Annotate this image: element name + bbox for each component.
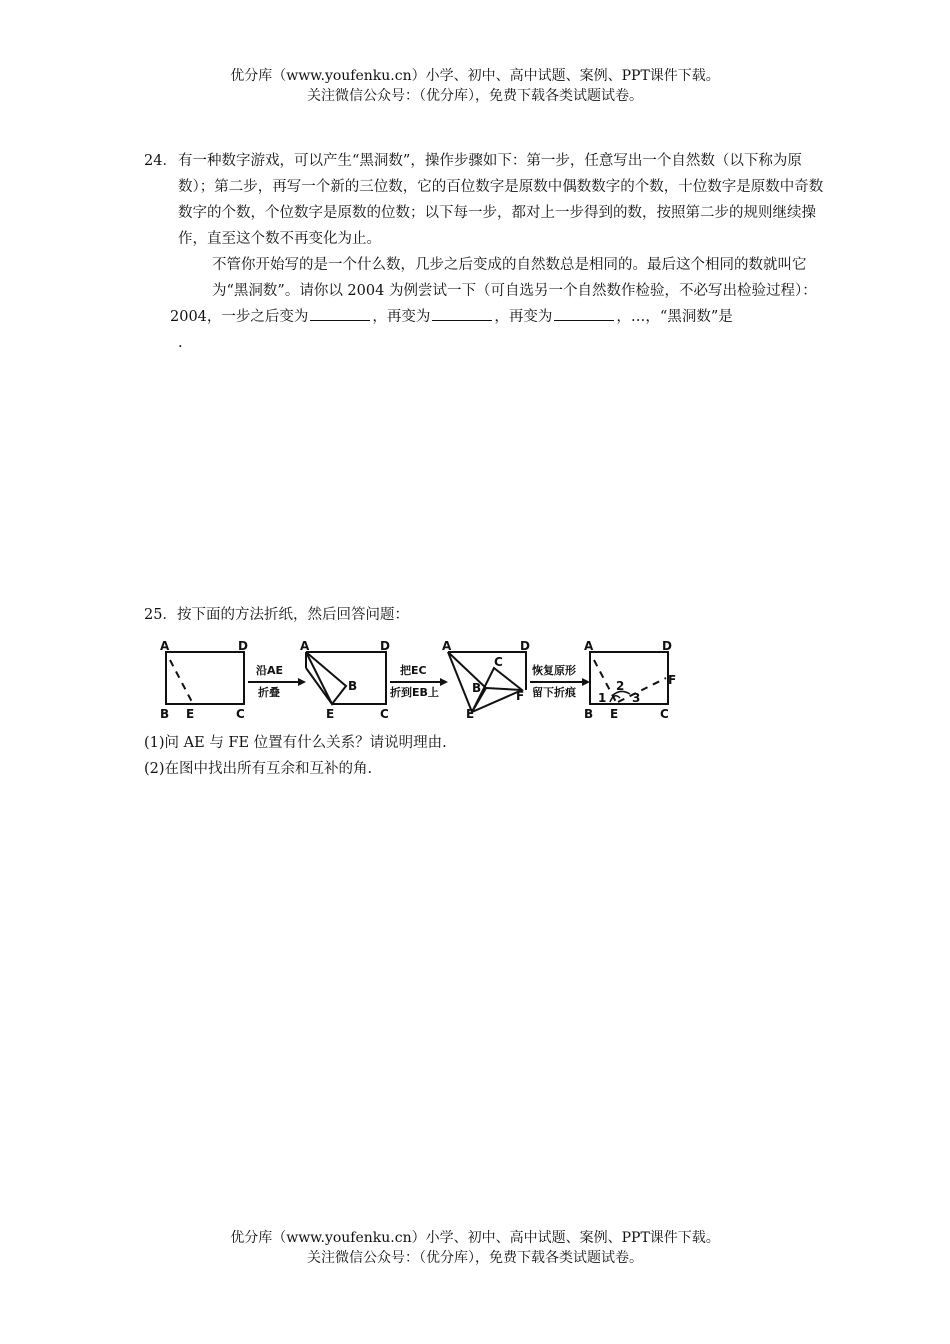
label-c: C — [236, 707, 245, 721]
label-a: A — [584, 639, 594, 653]
question-25-part-1: (1)问 AE 与 FE 位置有什么关系？请说明理由. — [144, 735, 447, 751]
label-b: B — [584, 707, 594, 721]
page-footer — [0, 1228, 950, 1268]
footer-line-2: 关注微信公众号：（优分库），免费下载各类试题试卷。 — [307, 1250, 643, 1266]
arrow-3-bottom-text: 留下折痕 — [532, 686, 576, 699]
panel-1-rectangle — [166, 652, 244, 704]
answer-text-b: ，再变为 — [372, 309, 431, 325]
arrow-3-top-text: 恢复原形 — [532, 664, 576, 677]
question-24-paragraph-1: 有一种数字游戏，可以产生“黑洞数”，操作步骤如下：第一步，任意写出一个自然数（以下称为原数）；第二步，再写一个新的三位数，它的百位数字是原数中偶数数字的个数，十位数字是原数中奇数数字的个数，个位数字是原数的位数；以下每一步，都对上一步得到的数，按照第二步的规则继续操作，直至这个数不再变化为止。 — [178, 153, 824, 247]
answer-text-a: 2004，一步之后变为 — [170, 309, 309, 325]
label-e: E — [466, 707, 475, 721]
label-a: A — [300, 639, 310, 653]
label-c: C — [494, 655, 503, 669]
arrow-1-head — [298, 678, 306, 686]
label-f: F — [668, 673, 677, 687]
label-c: C — [380, 707, 389, 721]
panel-2-fold-line — [306, 668, 332, 704]
arrow-3-head — [582, 678, 590, 686]
arrow-2-head — [440, 678, 448, 686]
label-e: E — [610, 707, 619, 721]
label-d: D — [662, 639, 672, 653]
question-24-answer-line — [170, 304, 824, 330]
question-25-part-2: (2)在图中找出所有互余和互补的角. — [144, 761, 373, 777]
label-d: D — [520, 639, 530, 653]
answer-blank-2[interactable] — [432, 304, 492, 321]
footer-line-1: 优分库（www.youfenku.cn）小学、初中、高中试题、案例、PPT课件下载。 — [230, 1230, 720, 1246]
arrow-1-top-text: 沿AE — [256, 664, 284, 677]
paper-folding-diagram — [160, 638, 700, 722]
answer-blank-3[interactable] — [554, 304, 614, 321]
answer-text-c: ，再变为 — [494, 309, 553, 325]
label-b: B — [348, 679, 358, 693]
label-d: D — [380, 639, 390, 653]
header-line-2: 关注微信公众号：（优分库），免费下载各类试题试卷。 — [307, 88, 643, 104]
angle-label-2: 2 — [616, 679, 625, 693]
answer-end-dot: . — [178, 335, 183, 351]
label-d: D — [238, 639, 248, 653]
label-a: A — [160, 639, 170, 653]
header-line-1: 优分库（www.youfenku.cn）小学、初中、高中试题、案例、PPT课件下载。 — [230, 68, 720, 84]
label-a: A — [442, 639, 452, 653]
label-b: B — [472, 681, 482, 695]
label-e: E — [186, 707, 195, 721]
question-24-number: 24． — [144, 153, 177, 169]
page-header — [0, 66, 950, 106]
answer-text-d: ，…，“黑洞数”是 — [616, 309, 733, 325]
label-e: E — [326, 707, 335, 721]
question-24 — [144, 148, 824, 356]
arrow-2-bottom-text: 折到EB上 — [390, 686, 439, 699]
label-b: B — [160, 707, 170, 721]
label-f: F — [516, 689, 525, 703]
panel-4-crease-fe — [618, 678, 666, 702]
answer-blank-1[interactable] — [310, 304, 370, 321]
label-c: C — [660, 707, 669, 721]
arrow-2-top-text: 把EC — [400, 664, 427, 677]
angle-label-3: 3 — [632, 691, 641, 705]
panel-1-crease — [170, 660, 192, 702]
question-25-title: 25．按下面的方法折纸，然后回答问题： — [144, 607, 409, 623]
question-24-paragraph-2: 不管你开始写的是一个什么数，几步之后变成的自然数总是相同的。最后这个相同的数就叫它为“黑洞数”。请你以 2004 为例尝试一下（可自选另一个自然数作检验，不必写出检验过程）： — [212, 257, 817, 299]
arrow-1-bottom-text: 折叠 — [258, 686, 280, 699]
angle-label-1: 1 — [598, 691, 607, 705]
